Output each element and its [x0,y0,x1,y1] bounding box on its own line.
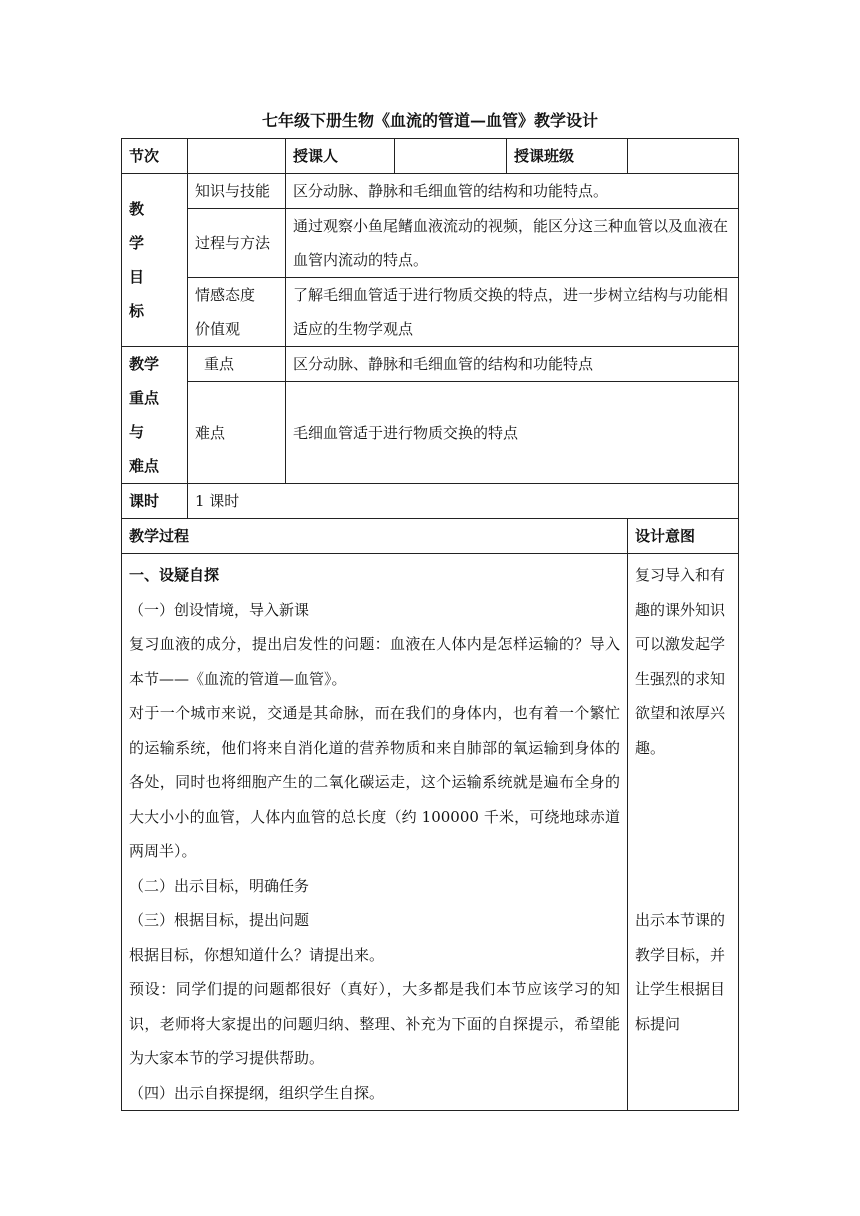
key-points-label: 教学 重点 与 难点 [122,347,188,484]
key-point-label: 重点 [188,347,286,382]
difficult-point-row [122,382,739,484]
process-paragraph: （四）出示自探提纲，组织学生自探。 [129,1083,385,1102]
intent-note: 复习导入和有趣的课外知识可以激发起学生强烈的求知欲望和浓厚兴趣。 [635,566,726,757]
process-paragraph: （二）出示目标，明确任务 [129,876,310,895]
section-heading: 一、设疑自探 [129,566,220,584]
intent-note: 出示本节课的教学目标，并让学生根据目标提问 [635,911,726,1033]
objective-category: 过程与方法 [188,209,286,278]
hours-row [122,484,739,519]
objective-row-process [122,209,739,278]
intent-header: 设计意图 [628,519,739,554]
lesson-label: 节次 [122,139,188,174]
process-body-row [122,554,739,1111]
process-paragraph: 根据目标，你想知道什么？请提出来。 [129,945,385,964]
lesson-plan-table [121,138,739,1111]
objective-row-knowledge [122,174,739,209]
process-header-row [122,519,739,554]
teacher-label: 授课人 [286,139,395,174]
difficult-point-content: 毛细血管适于进行物质交换的特点 [286,382,739,484]
objective-row-attitude [122,278,739,347]
hours-value: 1 课时 [188,484,739,519]
process-paragraph: 复习血液的成分，提出启发性的问题：血液在人体内是怎样运输的？导入本节——《血流的管道—血管》。 [129,635,621,688]
process-paragraph: （一）创设情境，导入新课 [129,600,310,619]
process-paragraph: （三）根据目标，提出问题 [129,911,310,929]
objective-content: 区分动脉、静脉和毛细血管的结构和功能特点。 [286,174,739,209]
header-info-row [122,139,739,174]
lesson-value [188,139,286,174]
objective-category: 情感态度 价值观 [188,278,286,347]
objective-category: 知识与技能 [188,174,286,209]
process-paragraph: 对于一个城市来说，交通是其命脉，而在我们的身体内，也有着一个繁忙的运输系统，他们将来自消化道的营养物质和来自肺部的氧运输到身体的各处，同时也将细胞产生的二氧化碳运走，这个运输系统就是遍布全身的大大小小的血管，人体内血管的总长度（约 100000 千米，可绕地球赤道两周半）。 [129,704,621,860]
hours-label: 课时 [122,484,188,519]
teacher-value [395,139,507,174]
class-value [628,139,739,174]
process-content [122,554,628,1111]
objectives-label: 教 学 目 标 [122,174,188,347]
objective-content: 通过观察小鱼尾鳍血液流动的视频，能区分这三种血管以及血液在血管内流动的特点。 [286,209,739,278]
intent-content [628,554,739,1111]
document-title: 七年级下册生物《血流的管道—血管》教学设计 [261,111,598,130]
process-header: 教学过程 [122,519,628,554]
difficult-point-label: 难点 [188,382,286,484]
key-point-content: 区分动脉、静脉和毛细血管的结构和功能特点 [286,347,739,382]
objective-content: 了解毛细血管适于进行物质交换的特点，进一步树立结构与功能相适应的生物学观点 [286,278,739,347]
process-paragraph: 预设：同学们提的问题都很好（真好），大多都是我们本节应该学习的知识，老师将大家提出的问题归纳、整理、补充为下面的自探提示，希望能为大家本节的学习提供帮助。 [129,980,621,1067]
key-point-row [122,347,739,382]
class-label: 授课班级 [507,139,628,174]
